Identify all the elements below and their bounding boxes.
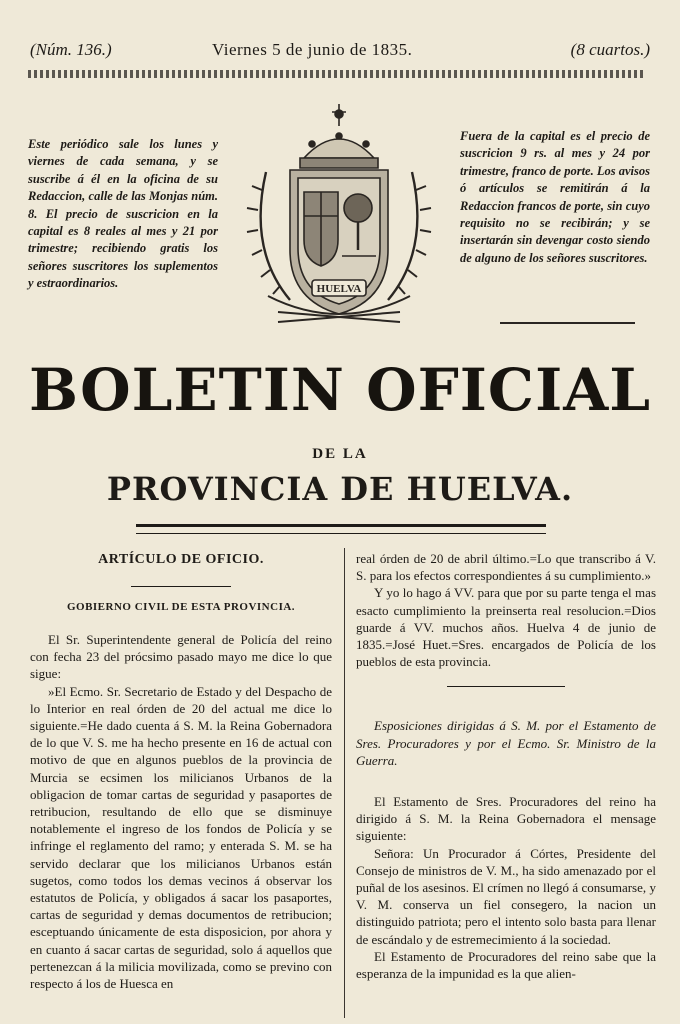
article-paragraph: El Estamento de Procuradores del reino sabe que la esperanza de la impunidad es la que alien- xyxy=(356,948,656,982)
subscription-notice-left: Este periódico sale los lunes y viernes de cada semana, y se suscribe á él en la oficina de su Redaccion, calle de las Monjas núm. 8. El precio de suscricion en la capital es 8 reales al mes y 21 por trimestre; recibiendo gratis los señores suscritores los suplementos y estraordinarios. xyxy=(28,137,218,291)
article-intro: Esposiciones dirigidas á S. M. por el Estamento de Sres. Procuradores y por el Ecmo. Sr. Ministro de la Guerra. xyxy=(356,718,656,768)
issue-price: (8 cuartos.) xyxy=(570,40,650,59)
notice-divider xyxy=(500,322,635,324)
decorative-wavy-rule xyxy=(28,70,644,78)
article-paragraph: Y yo lo hago á VV. para que por su parte tenga el mas esacto cumplimiento la preinserta real resolucion.=Dios guarde á VV. muchos años. Huelva 4 de junio de 1835.=José Huet.=Sres. encargados de Policía de los pueblos de esta provincia. xyxy=(356,585,656,670)
newspaper-subtitle: PROVINCIA DE HUELVA. xyxy=(106,470,574,508)
crest-ribbon-text: HUELVA xyxy=(316,283,362,295)
section-heading: ARTÍCULO DE OFICIO. xyxy=(98,552,264,567)
newspaper-title: BOLETIN OFICIAL xyxy=(28,356,652,424)
article-paragraph: »El Ecmo. Sr. Secretario de Estado y del Despacho de lo Interior en real órden de 20 del actual me dice lo siguiente.=He dado cuenta á S. M. la Reina Gobernadora de lo que V. S. me ha hecho presente en 16 de actual con motivo de que en algunos pueblos de la provincia de Murcia se ecsimen los milicianos Urbanos de la obligacion de tomar cartas de seguridad y pasaportes de retribucion, resultando de ello que se disminuye notablemente el ingreso de los fondos de Policía y se infringe el reglamento del ramo; y enterada S. M. se ha servido declarar que los milicianos Urbanos están sugetos, como todos los demas vecinos á observar los estatutos de Policía, y obligados á sacar los pasaportes, cartas de seguridad y demas documentos de retribucion; esceptuando únicamente de esta disposicion, por ahora y en cuanto á sacar cartas de seguridad, solo á aquellos que pertenezcan á la milicia movilizada, como se previno con respecto á los de Huesca en xyxy=(30,683,332,992)
masthead-line xyxy=(30,40,650,66)
article-paragraph: El Sr. Superintendente general de Policía del reino con fecha 23 del prócsimo pasado mayo me dice lo que sigue: xyxy=(30,632,332,682)
article-paragraph: real órden de 20 de abril último.=Lo que transcribo á V. S. para los efectos correspondientes á su cumplimiento.» xyxy=(356,551,656,584)
issue-number: (Núm. 136.) xyxy=(30,40,112,59)
left-column xyxy=(30,552,332,992)
right-column xyxy=(356,550,656,982)
coat-of-arms-emblem xyxy=(228,100,450,336)
article-paragraph: El Estamento de Sres. Procuradores del reino ha dirigido á S. M. la Reina Gobernadora el mensage siguiente: xyxy=(356,794,656,844)
column-divider xyxy=(344,548,345,1018)
title-double-rule xyxy=(136,524,546,534)
section-rule xyxy=(131,586,231,587)
title-connector: DE LA xyxy=(312,446,368,462)
subscription-notice-right: Fuera de la capital es el precio de suscricion 9 rs. al mes y 24 por trimestre, franco de porte. Los avisos ó artículos se remitirán á la Redaccion francos de porte, sin cuyo requisito no se recibirán; y se insertarán sin devengar costo siendo de alguno de los señores suscritores. xyxy=(460,129,650,265)
article-separator xyxy=(447,686,565,687)
sub-heading: GOBIERNO CIVIL DE ESTA PROVINCIA. xyxy=(66,601,296,613)
issue-date: Viernes 5 de junio de 1835. xyxy=(212,40,413,59)
article-paragraph: Señora: Un Procurador á Córtes, Presidente del Consejo de ministros de V. M., ha sido amenazado por el puñal de los asesinos. El crímen no llegó á consumarse, y V. M. conserva un fiel consegero, la nacion un distinguido patriota; pero el intento solo basta para llenar de escándalo y de estremecimiento á la sociedad. xyxy=(356,845,656,947)
